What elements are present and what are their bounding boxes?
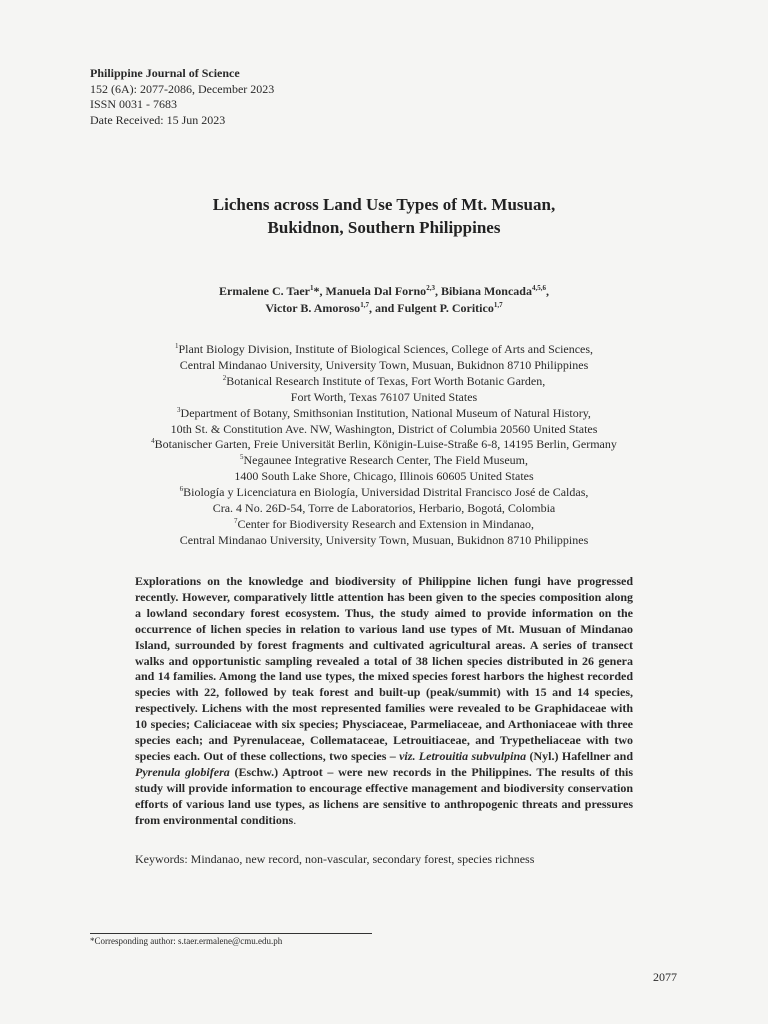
affil-line: Botanischer Garten, Freie Universität Berlin, Königin-Luise-Straße 6-8, 14195 Berlin, Germany [154,437,617,452]
title-line: Lichens across Land Use Types of Mt. Musuan, [212,195,556,214]
affil-number: 6 [179,485,184,494]
keywords-label: Keywords: [135,852,188,866]
affil-line: Cra. 4 No. 26D-54, Torre de Laboratorios, Herbario, Bogotá, Colombia [212,501,556,516]
author-name: Ermalene C. Taer [219,284,311,298]
author-name: Manuela Dal Forno [325,284,427,298]
affiliation [0,437,768,453]
affiliation [0,406,768,422]
affil-number: 2 [222,373,227,382]
abstract-species-name: Pyrenula globifera [135,764,230,779]
abstract [135,574,633,829]
author-name: Fulgent P. Coritico [397,301,494,315]
author-name: Victor B. Amoroso [265,301,361,315]
keywords [135,852,534,867]
affiliation [0,485,768,501]
article-title [0,193,768,239]
footnote-divider [90,933,372,934]
abstract-species-name: viz. Letrouitia subvulpina [399,748,527,763]
affiliation [0,517,768,533]
journal-issn: ISSN 0031 - 7683 [90,97,178,111]
affil-line: Plant Biology Division, Institute of Biological Sciences, College of Arts and Sciences, [178,342,594,356]
abstract-text: (Eschw.) Aptroot – were new records in the Philippines. The results of this study will provide information to encourage effective management and biodiversity conservation efforts of various land use types, as lichens are sensitive to anthropogenic threats and pressures from environmental conditions [135,764,633,827]
author-affil-ref: 1 [310,284,314,292]
page-number: 2077 [653,970,677,984]
affil-line: Center for Biodiversity Research and Extension in Mindanao, [237,516,535,531]
abstract-end: . [293,812,297,827]
affil-number: 5 [239,453,244,462]
affiliation [0,453,768,469]
affil-line: Biología y Licenciatura en Biología, Universidad Distrital Francisco José de Caldas, [183,485,589,500]
journal-header [90,66,274,128]
author-sep: , [545,284,549,298]
affil-line: 1400 South Lake Shore, Chicago, Illinois 60605 United States [234,469,534,484]
author-sep: , [434,284,441,298]
affil-line: 10th St. & Constitution Ave. NW, Washington, District of Columbia 20560 United States [170,421,598,436]
author-line [0,283,768,300]
affil-number: 7 [233,516,238,525]
affil-line: Central Mindanao University, University Town, Musuan, Bukidnon 8710 Philippines [179,357,589,372]
author-list [0,283,768,317]
affil-number: 4 [151,437,155,446]
affil-number: 1 [174,342,179,350]
author-name: Bibiana Moncada [440,284,532,298]
abstract-text: Explorations on the knowledge and biodiversity of Philippine lichen fungi have progressed recently. However, comparatively little attention has been given to the species composition along a lowland secondary forest ecosystem. Thus, the study aimed to provide information on the occurrence of lichen species in relation to various land use types of Mt. Musuan of Mindanao Island, surrounded by forest fragments and cultivated agricultural areas. A series of transect walks and opportunistic sampling revealed a total of 38 lichen species distributed in 26 genera and 14 families. Among the land use types, the mixed species forest harbors the highest recorded species with 22, followed by teak forest and built-up (peak/summit) with 15 and 14 species, respectively. Lichens with the most represented families were revealed to be Graphidaceae with 10 species; Caliciaceae with six species; Physciaceae, Parmeliaceae, and Arthoniaceae with three species each; and Pyrenulaceae, Collemataceae, Letrouitiaceae, and Trypetheliaceae with two species each. Out of these collections, two species – [135,574,633,763]
author-sep: , and [368,301,398,315]
journal-issue: 152 (6A): 2077-2086, December 2023 [90,81,275,96]
affiliation [0,374,768,390]
affiliation-list [0,342,768,549]
journal-name: Philippine Journal of Science [90,66,240,80]
affil-number: 3 [177,405,181,414]
affil-line: Fort Worth, Texas 76107 United States [290,389,478,404]
author-sep: *, [313,284,326,298]
author-affil-ref: 1,7 [360,301,369,309]
affil-line: Department of Botany, Smithsonian Institution, National Museum of Natural History, [180,405,591,420]
affil-line: Central Mindanao University, University Town, Musuan, Bukidnon 8710 Philippines [179,532,589,547]
date-received: Date Received: 15 Jun 2023 [90,112,226,127]
title-line: Bukidnon, Southern Philippines [267,218,501,237]
abstract-text: (Nyl.) Hafellner and [526,748,633,763]
corresponding-author-footnote: *Corresponding author: s.taer.ermalene@cmu.edu.ph [90,936,283,946]
affil-line: Negaunee Integrative Research Center, The Field Museum, [243,453,529,468]
affil-line: Botanical Research Institute of Texas, Fort Worth Botanic Garden, [226,373,546,388]
author-affil-ref: 4,5,6 [531,284,546,292]
author-affil-ref: 1,7 [493,301,503,309]
author-affil-ref: 2,3 [426,284,435,292]
keywords-text: Mindanao, new record, non-vascular, secondary forest, species richness [187,852,535,866]
affiliation [0,342,768,358]
author-line [0,300,768,317]
